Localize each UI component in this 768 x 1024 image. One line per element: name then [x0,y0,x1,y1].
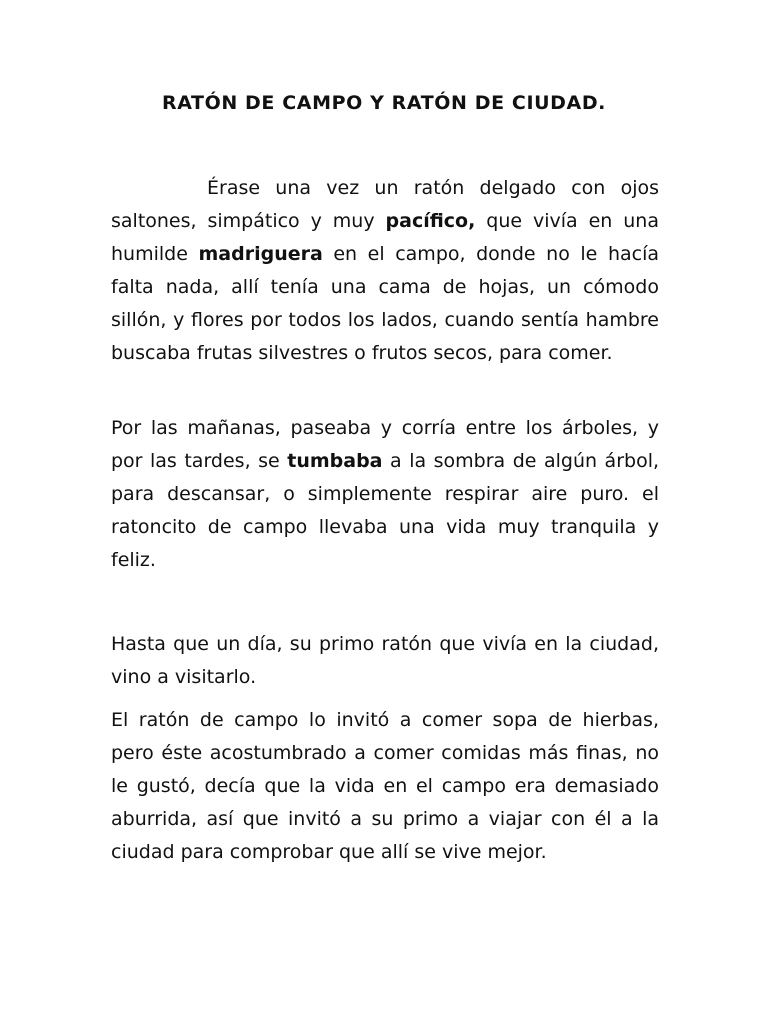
paragraph-1-text-a: Érase una vez un ratón delgado con ojos saltones, simpático y muy [111,177,659,232]
paragraph-2-text-c: a la sombra de algún árbol, para descansar, o simplemente respirar aire puro. el ratoncito de campo llevaba una vida muy tranquila y feliz. [111,450,660,571]
paragraph-4: El ratón de campo lo invitó a comer sopa de hierbas, pero éste acostumbrado a comer comidas más finas, no le gustó, decía que la vida en el campo era demasiado aburrida, así que invitó a su primo a viajar con él a la ciudad para comprobar que allí se vive mejor. [111,709,659,863]
keyword-tumbaba: tumbaba [287,450,383,472]
paragraph-2-text-a: Por las mañanas, paseaba y corría entre los árboles, y por las tardes, se [111,417,659,472]
document-title: RATÓN DE CAMPO Y RATÓN DE CIUDAD. [161,92,607,114]
paragraph-2 [111,412,659,577]
keyword-pacifico: pacífico, [385,210,476,232]
paragraph-1-text-e: en el campo, donde no le hacía falta nada, allí tenía una cama de hojas, un cómodo sillón, y flores por todos los lados, cuando sentía hambre buscaba frutas silvestres o frutos secos, para comer. [111,243,659,364]
keyword-madriguera: madriguera [198,243,323,265]
paragraph-1-text-c: que vivía en una humilde [111,210,659,265]
paragraph-3: Hasta que un día, su primo ratón que vivía en la ciudad, vino a visitarlo. [111,633,659,688]
paragraph-1 [111,172,659,370]
